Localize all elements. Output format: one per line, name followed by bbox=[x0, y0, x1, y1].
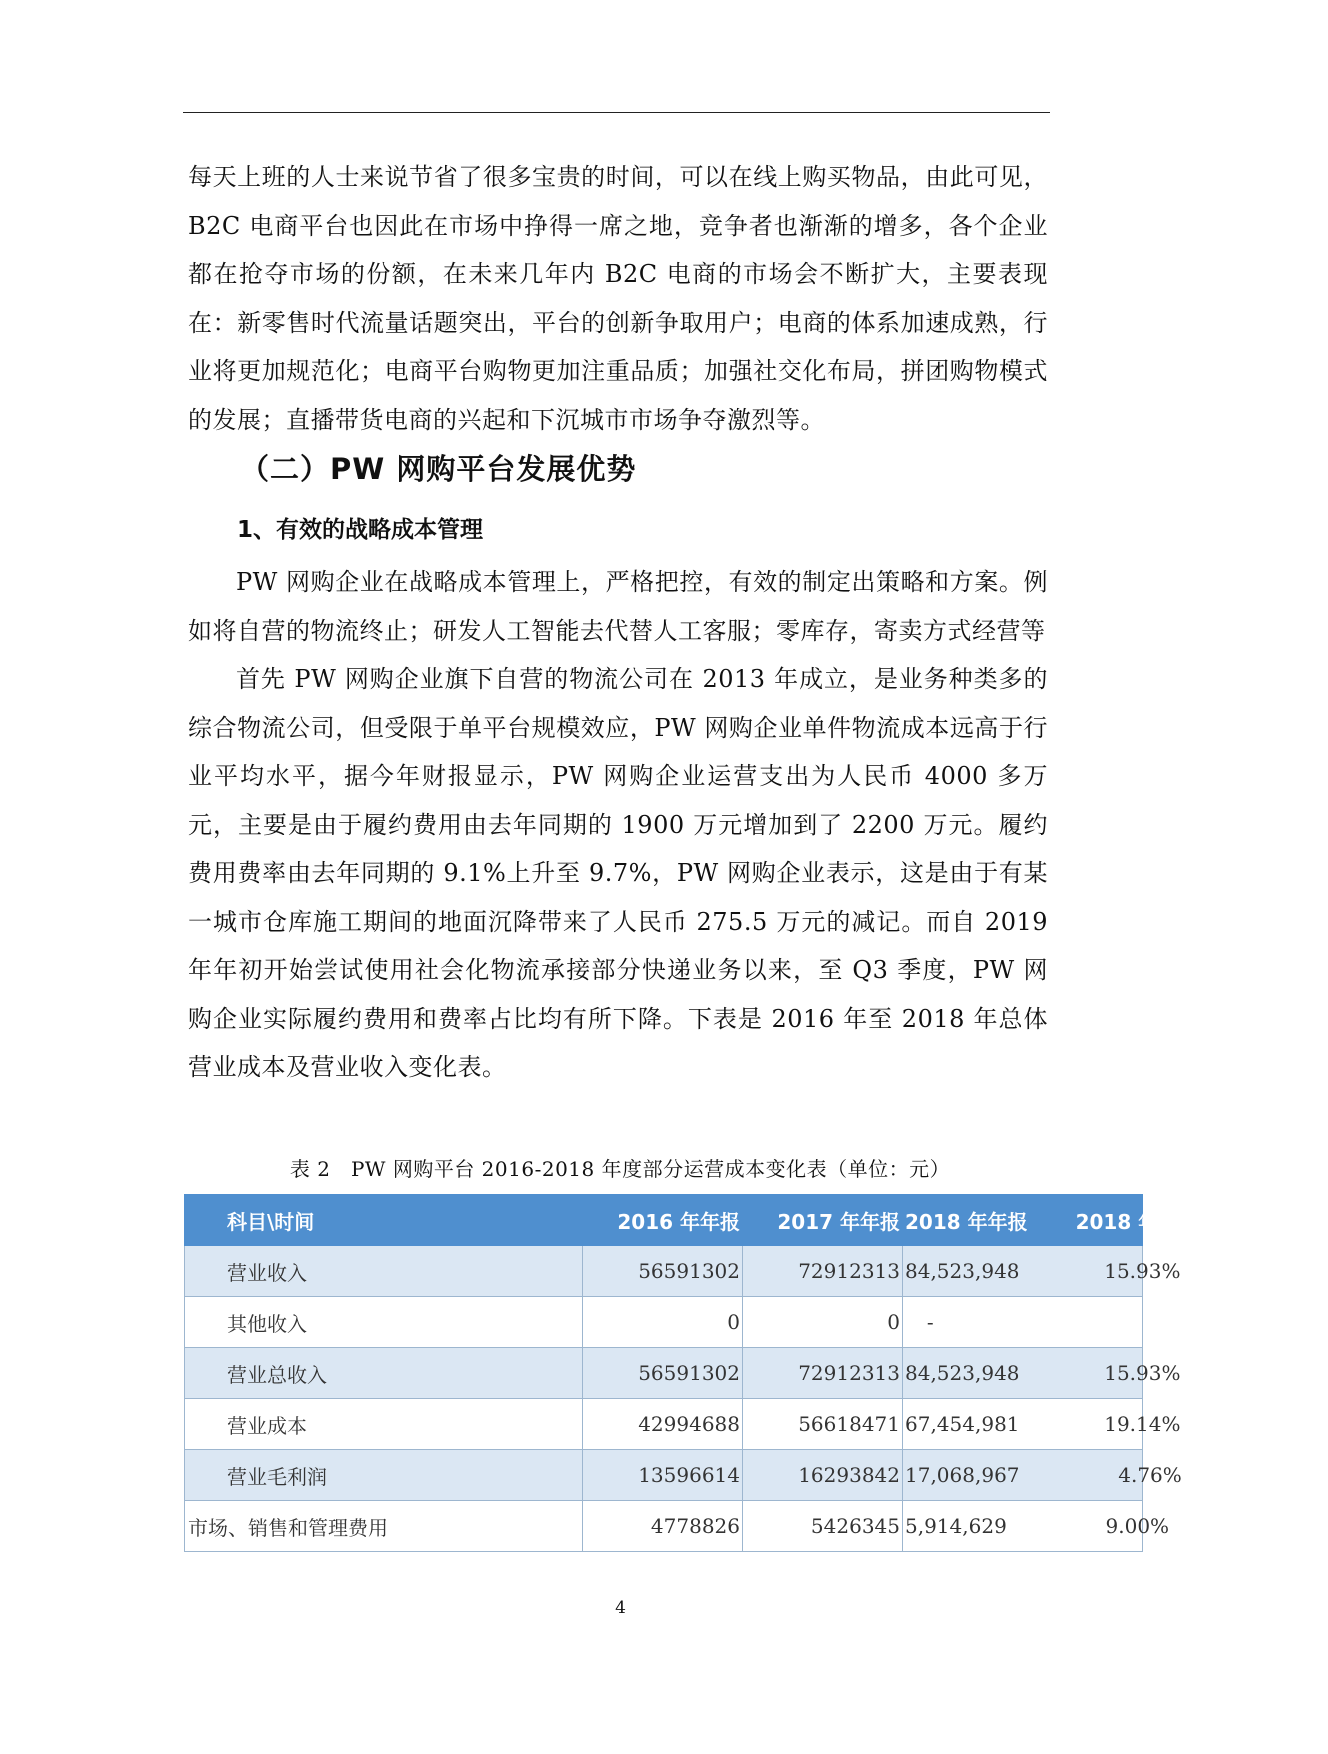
cell-2018: 67,454,981 bbox=[905, 1412, 1020, 1436]
cell-2017: 16293842 bbox=[743, 1450, 903, 1501]
cell-2018-growth bbox=[903, 1246, 1181, 1297]
table-row bbox=[185, 1501, 1143, 1552]
table-row bbox=[185, 1450, 1143, 1501]
header-growth: 2018 年对 2017 年增长率 bbox=[1075, 1209, 1328, 1234]
cell-2017: 5426345 bbox=[743, 1501, 903, 1552]
cell-2018: 84,523,948 bbox=[905, 1361, 1020, 1385]
cell-2017: 72912313 bbox=[743, 1348, 903, 1399]
cell-2018-growth bbox=[903, 1450, 1182, 1501]
subsection-heading: 1、有效的战略成本管理 bbox=[237, 517, 484, 543]
cell-2018-growth bbox=[903, 1399, 1181, 1450]
cost-table bbox=[184, 1194, 1328, 1552]
header-subject: 科目\时间 bbox=[185, 1195, 583, 1246]
cell-growth: 9.00% bbox=[1105, 1514, 1170, 1538]
row-label: 营业成本 bbox=[185, 1399, 583, 1450]
strategy-paragraphs bbox=[188, 558, 1048, 1092]
cell-2016: 42994688 bbox=[583, 1399, 743, 1450]
row-label: 其他收入 bbox=[185, 1297, 583, 1348]
cell-2018-growth bbox=[903, 1348, 1181, 1399]
header-2018: 2018 年年报 bbox=[905, 1209, 1028, 1234]
cell-2016: 0 bbox=[583, 1297, 743, 1348]
cell-2018: 84,523,948 bbox=[905, 1259, 1020, 1283]
cell-growth: 15.93% bbox=[1104, 1259, 1181, 1283]
table-row bbox=[185, 1348, 1143, 1399]
table-row bbox=[185, 1399, 1143, 1450]
cell-growth: 15.93% bbox=[1104, 1361, 1181, 1385]
table-row bbox=[185, 1246, 1143, 1297]
cell-growth: 4.76% bbox=[1118, 1463, 1182, 1487]
cell-2017: 56618471 bbox=[743, 1399, 903, 1450]
cell-2017: 72912313 bbox=[743, 1246, 903, 1297]
cell-2018: 5,914,629 bbox=[905, 1514, 1007, 1538]
cell-2016: 13596614 bbox=[583, 1450, 743, 1501]
row-label: 营业毛利润 bbox=[185, 1450, 583, 1501]
cell-2016: 4778826 bbox=[583, 1501, 743, 1552]
header-rule bbox=[183, 112, 1050, 113]
cell-2018-growth bbox=[903, 1297, 1143, 1348]
paragraph-strategy: PW 网购企业在战略成本管理上，严格把控，有效的制定出策略和方案。例如将自营的物流终止；研发人工智能去代替人工客服；零库存，寄卖方式经营等 bbox=[188, 568, 1048, 645]
cell-2016: 56591302 bbox=[583, 1246, 743, 1297]
cell-2018: - bbox=[926, 1310, 934, 1334]
row-label: 营业收入 bbox=[185, 1246, 583, 1297]
cell-2018: 17,068,967 bbox=[905, 1463, 1020, 1487]
cell-growth: 19.14% bbox=[1104, 1412, 1181, 1436]
header-2017: 2017 年年报 bbox=[743, 1195, 903, 1246]
table-row bbox=[185, 1297, 1143, 1348]
section-heading: （二）PW 网购平台发展优势 bbox=[240, 452, 637, 486]
cell-2016: 56591302 bbox=[583, 1348, 743, 1399]
intro-paragraph-text: 每天上班的人士来说节省了很多宝贵的时间，可以在线上购买物品，由此可见，B2C 电商平台也因此在市场中挣得一席之地，竞争者也渐渐的增多，各个企业都在抢夺市场的份额，在未来几年内 B2C 电商的市场会不断扩大，主要表现在：新零售时代流量话题突出，平台的创新争取用户；电商的体系加速成熟，行业将更加规范化；电商平台购物更加注重品质；加强社交化布局，拼团购物模式的发展；直播带货电商的兴起和下沉城市市场争夺激烈等。 bbox=[188, 163, 1048, 434]
cell-2017: 0 bbox=[743, 1297, 903, 1348]
intro-paragraph bbox=[188, 153, 1048, 444]
paragraph-logistics: 首先 PW 网购企业旗下自营的物流公司在 2013 年成立，是业务种类多的综合物流公司，但受限于单平台规模效应，PW 网购企业单件物流成本远高于行业平均水平，据今年财报显示，PW 网购企业运营支出为人民币 4000 多万元，主要是由于履约费用由去年同期的 1900 万元增加到了 2200 万元。履约费用费率由去年同期的 9.1%上升至 9.7%，PW 网购企业表示，这是由于有某一城市仓库施工期间的地面沉降带来了人民币 275.5 万元的减记。而自 2019 年年初开始尝试使用社会化物流承接部分快递业务以来，至 Q3 季度，PW 网购企业实际履约费用和费率占比均有所下降。下表是 2016 年至 2018 年总体营业成本及营业收入变化表。 bbox=[188, 665, 1048, 1081]
header-2016: 2016 年年报 bbox=[583, 1195, 743, 1246]
page-number: 4 bbox=[615, 1598, 626, 1618]
header-growth-merged bbox=[903, 1195, 1328, 1246]
cell-2018-growth bbox=[903, 1501, 1170, 1552]
row-label: 市场、销售和管理费用 bbox=[185, 1501, 583, 1552]
table-caption: 表 2 PW 网购平台 2016-2018 年度部分运营成本变化表（单位：元） bbox=[289, 1157, 951, 1181]
table-header-row bbox=[185, 1195, 1143, 1246]
row-label: 营业总收入 bbox=[185, 1348, 583, 1399]
